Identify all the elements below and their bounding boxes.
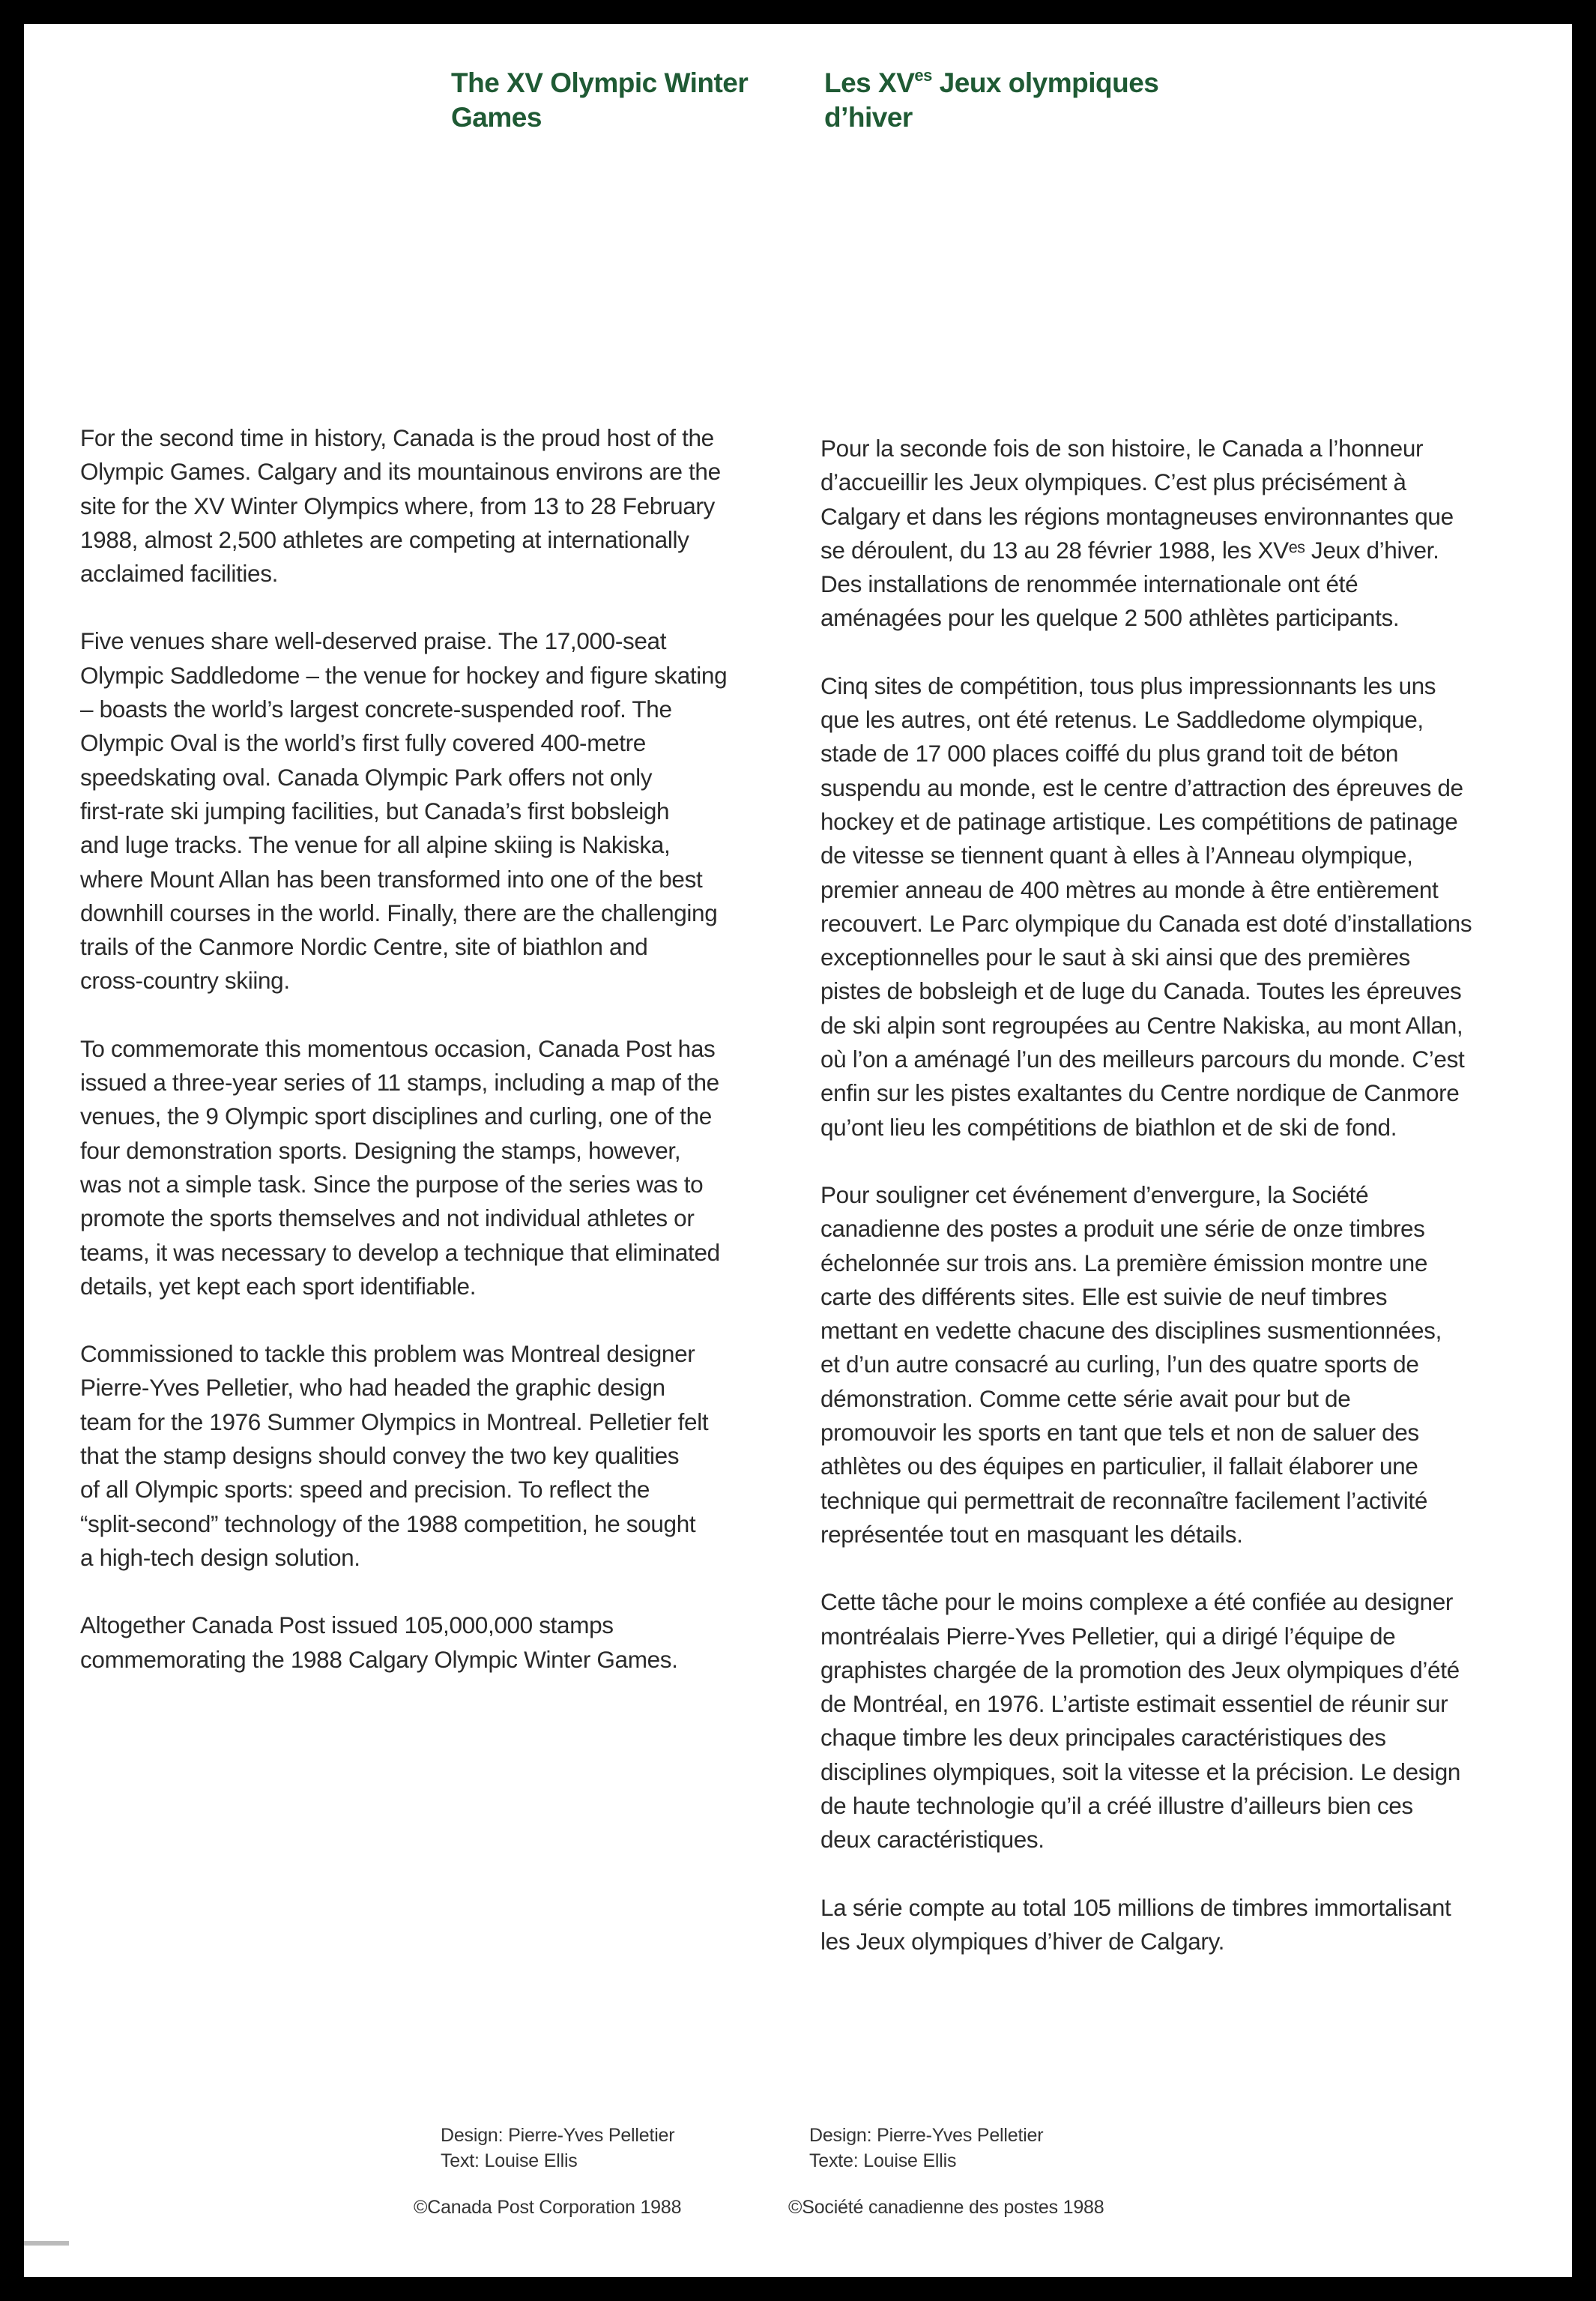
- french-paragraph-4: Cette tâche pour le moins complexe a été confiée au designer montréalais Pierre-Yves Pelletier, qui a dirigé l’équipe de graphistes chargée de la promotion des Jeux olympiques d’été de Montréal, en 1976. L’artiste estimait essentiel de réunir sur chaque timbre les deux principales caractéristiques des disciplines olympiques, soit la vitesse et la précision. Le design de haute technologie qu’il a créé illustre d’ailleurs bien ces deux caractéristiques.: [820, 1588, 1461, 1854]
- english-title-line1: The XV Olympic Winter: [451, 67, 749, 98]
- english-copyright: ©Canada Post Corporation 1988: [414, 2197, 682, 2218]
- french-title-part1: Les XV: [824, 67, 915, 98]
- french-copyright: ©Société canadienne des postes 1988: [788, 2197, 1104, 2218]
- english-paragraph-4: Commissioned to tackle this problem was Montreal designer Pierre-Yves Pelletier, who had headed the graphic design team for the 1976 Summer Olympics in Montreal. Pelletier felt that the stamp designs should convey the two key qualities of all Olympic sports: speed and precision. To reflect the “split-second” technology of the 1988 competition, he sought a high-tech design solution.: [80, 1340, 709, 1571]
- english-credit-design: Design: Pierre-Yves Pelletier: [441, 2125, 675, 2146]
- french-title-part2: Jeux olympiques: [931, 67, 1159, 98]
- english-title-line2: Games: [451, 102, 542, 133]
- english-paragraph-1: For the second time in history, Canada is the proud host of the Olympic Games. Calgary and its mountainous environs are the site for the XV Winter Olympics where, from 13 to 28 February 1988, almost 2,500 athletes are competing at internationally acclaimed facilities.: [80, 424, 721, 588]
- document-page: [24, 24, 1572, 2277]
- english-credits: [441, 2123, 674, 2174]
- french-credit-design: Design: Pierre-Yves Pelletier: [809, 2125, 1044, 2146]
- page-edge-shadow: [24, 2241, 69, 2246]
- french-credit-text: Texte: Louise Ellis: [809, 2150, 957, 2171]
- french-paragraph-3: Pour souligner cet événement d’envergure, la Société canadienne des postes a produit une série de onze timbres échelonnée sur trois ans. La première émission montre une carte des différents sites. Elle est suivie de neuf timbres mettant en vedette chacune des disciplines susmentionnées, et d’un autre consacré au curling, l’un des quatre sports de démonstration. Comme cette série avait pour but de promouvoir les sports en tant que tels et non de saluer des athlètes ou des équipes en particulier, il fallait élaborer une technique qui permettrait de reconnaître facilement l’activité représentée tout en masquant les détails.: [820, 1180, 1442, 1548]
- french-paragraph-1: Pour la seconde fois de son histoire, le Canada a l’honneur d’accueillir les Jeux olympiques. C’est plus précisément à Calgary et dans les régions montagneuses environnantes que se déroulent, du 13 au 28 février 1988, les XVᵉˢ Jeux d’hiver. Des installations de renommée internationale ont été aménagées pour les quelque 2 500 athlètes participants.: [820, 435, 1454, 632]
- english-paragraph-3: To commemorate this momentous occasion, Canada Post has issued a three-year series of 11 stamps, including a map of the venues, the 9 Olympic sport disciplines and curling, one of the four demonstration sports. Designing the stamps, however, was not a simple task. Since the purpose of the series was to promote the sports themselves and not individual athletes or teams, it was necessary to develop a technique that eliminated details, yet kept each sport identifiable.: [80, 1034, 720, 1300]
- french-title-line2: d’hiver: [824, 102, 913, 133]
- french-body: [820, 432, 1570, 1992]
- english-title: [451, 66, 748, 135]
- french-paragraph-5: La série compte au total 105 millions de timbres immortalisant les Jeux olympiques d’hiver de Calgary.: [820, 1893, 1451, 1955]
- english-paragraph-5: Altogether Canada Post issued 105,000,000 stamps commemorating the 1988 Calgary Olympic Winter Games.: [80, 1611, 678, 1673]
- english-credit-text: Text: Louise Ellis: [441, 2150, 578, 2171]
- french-credits: [809, 2123, 1043, 2174]
- french-title-superscript: es: [914, 66, 932, 85]
- english-paragraph-2: Five venues share well-deserved praise. The 17,000-seat Olympic Saddledome – the venue for hockey and figure skating – boasts the world’s largest concrete-suspended roof. The Olympic Oval is the world’s first fully covered 400-metre speedskating oval. Canada Olympic Park offers not only first-rate ski jumping facilities, but Canada’s first bobsleigh and luge tracks. The venue for all alpine skiing is Nakiska, where Mount Allan has been transformed into one of the best downhill courses in the world. Finally, there are the challenging trails of the Canmore Nordic Centre, site of biathlon and cross-country skiing.: [80, 627, 728, 995]
- french-title: [824, 66, 1158, 135]
- english-body: [80, 421, 814, 1710]
- french-paragraph-2: Cinq sites de compétition, tous plus impressionnants les uns que les autres, ont été retenus. Le Saddledome olympique, stade de 17 000 places coiffé du plus grand toit de béton suspendu au monde, est le centre d’attraction des épreuves de hockey et de patinage artistique. Les compétitions de patinage de vitesse se tiennent quant à elles à l’Anneau olympique, premier anneau de 400 mètres au monde à être entièrement recouvert. Le Parc olympique du Canada est doté d’installations exceptionnelles pour le saut à ski ainsi que des premières pistes de bobsleigh et de luge du Canada. Toutes les épreuves de ski alpin sont regroupées au Centre Nakiska, au mont Allan, où l’on a aménagé l’un des meilleurs parcours du monde. C’est enfin sur les pistes exaltantes du Centre nordique de Canmore qu’ont lieu les compétitions de biathlon et de ski de fond.: [820, 672, 1472, 1141]
